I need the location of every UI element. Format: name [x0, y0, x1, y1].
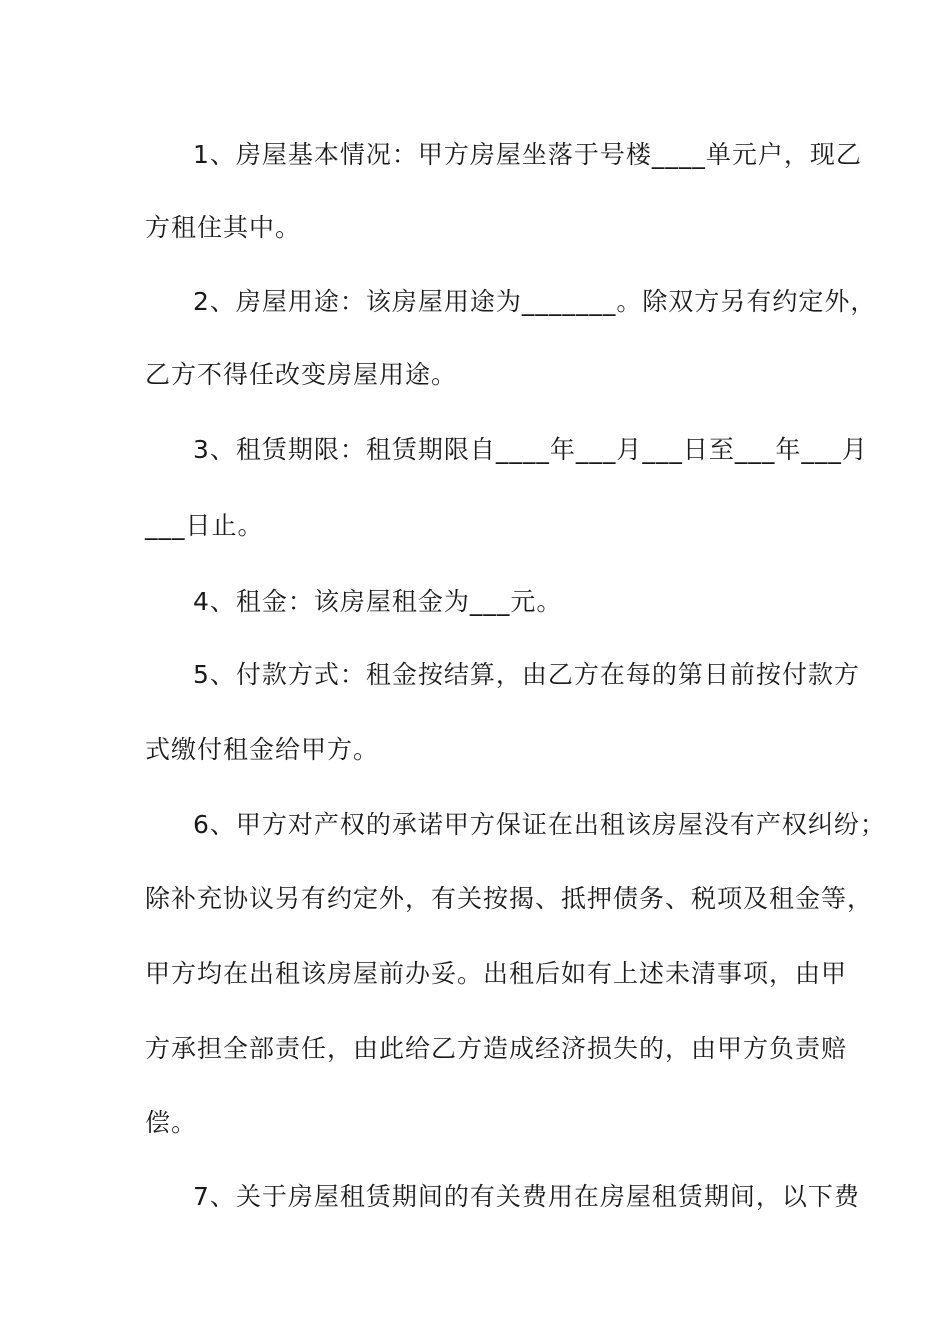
clause-7-line-1: 7、关于房屋租赁期间的有关费用在房屋租赁期间，以下费: [193, 1182, 860, 1211]
clause-2-line-1: 2、房屋用途：该房屋用途为_______。除双方另有约定外，: [193, 287, 877, 316]
clause-3-line-2: ___日止。: [145, 511, 264, 540]
clause-5-line-2: 式缴付租金给甲方。: [145, 735, 380, 764]
clause-3-line-1: 3、租赁期限：租赁期限自____年___月___日至___年___月: [193, 435, 868, 464]
clause-6-line-5: 偿。: [145, 1108, 198, 1137]
clause-6-line-2: 除补充协议另有约定外，有关按揭、抵押债务、税项及租金等，: [145, 884, 874, 913]
clause-1-line-2: 方租住其中。: [145, 213, 302, 242]
clause-2-line-2: 乙方不得任改变房屋用途。: [145, 360, 458, 389]
clause-6-line-4: 方承担全部责任，由此给乙方造成经济损失的，由甲方负责赔: [145, 1034, 848, 1063]
clause-1-line-1: 1、房屋基本情况：甲方房屋坐落于号楼____单元户，现乙: [193, 140, 862, 169]
clause-6-line-1: 6、甲方对产权的承诺甲方保证在出租该房屋没有产权纠纷；: [193, 810, 886, 839]
clause-4-line-1: 4、租金：该房屋租金为___元。: [193, 587, 563, 616]
clause-6-line-3: 甲方均在出租该房屋前办妥。出租后如有上述未清事项，由甲: [145, 959, 848, 988]
clause-5-line-1: 5、付款方式：租金按结算，由乙方在每的第日前按付款方: [193, 660, 860, 689]
